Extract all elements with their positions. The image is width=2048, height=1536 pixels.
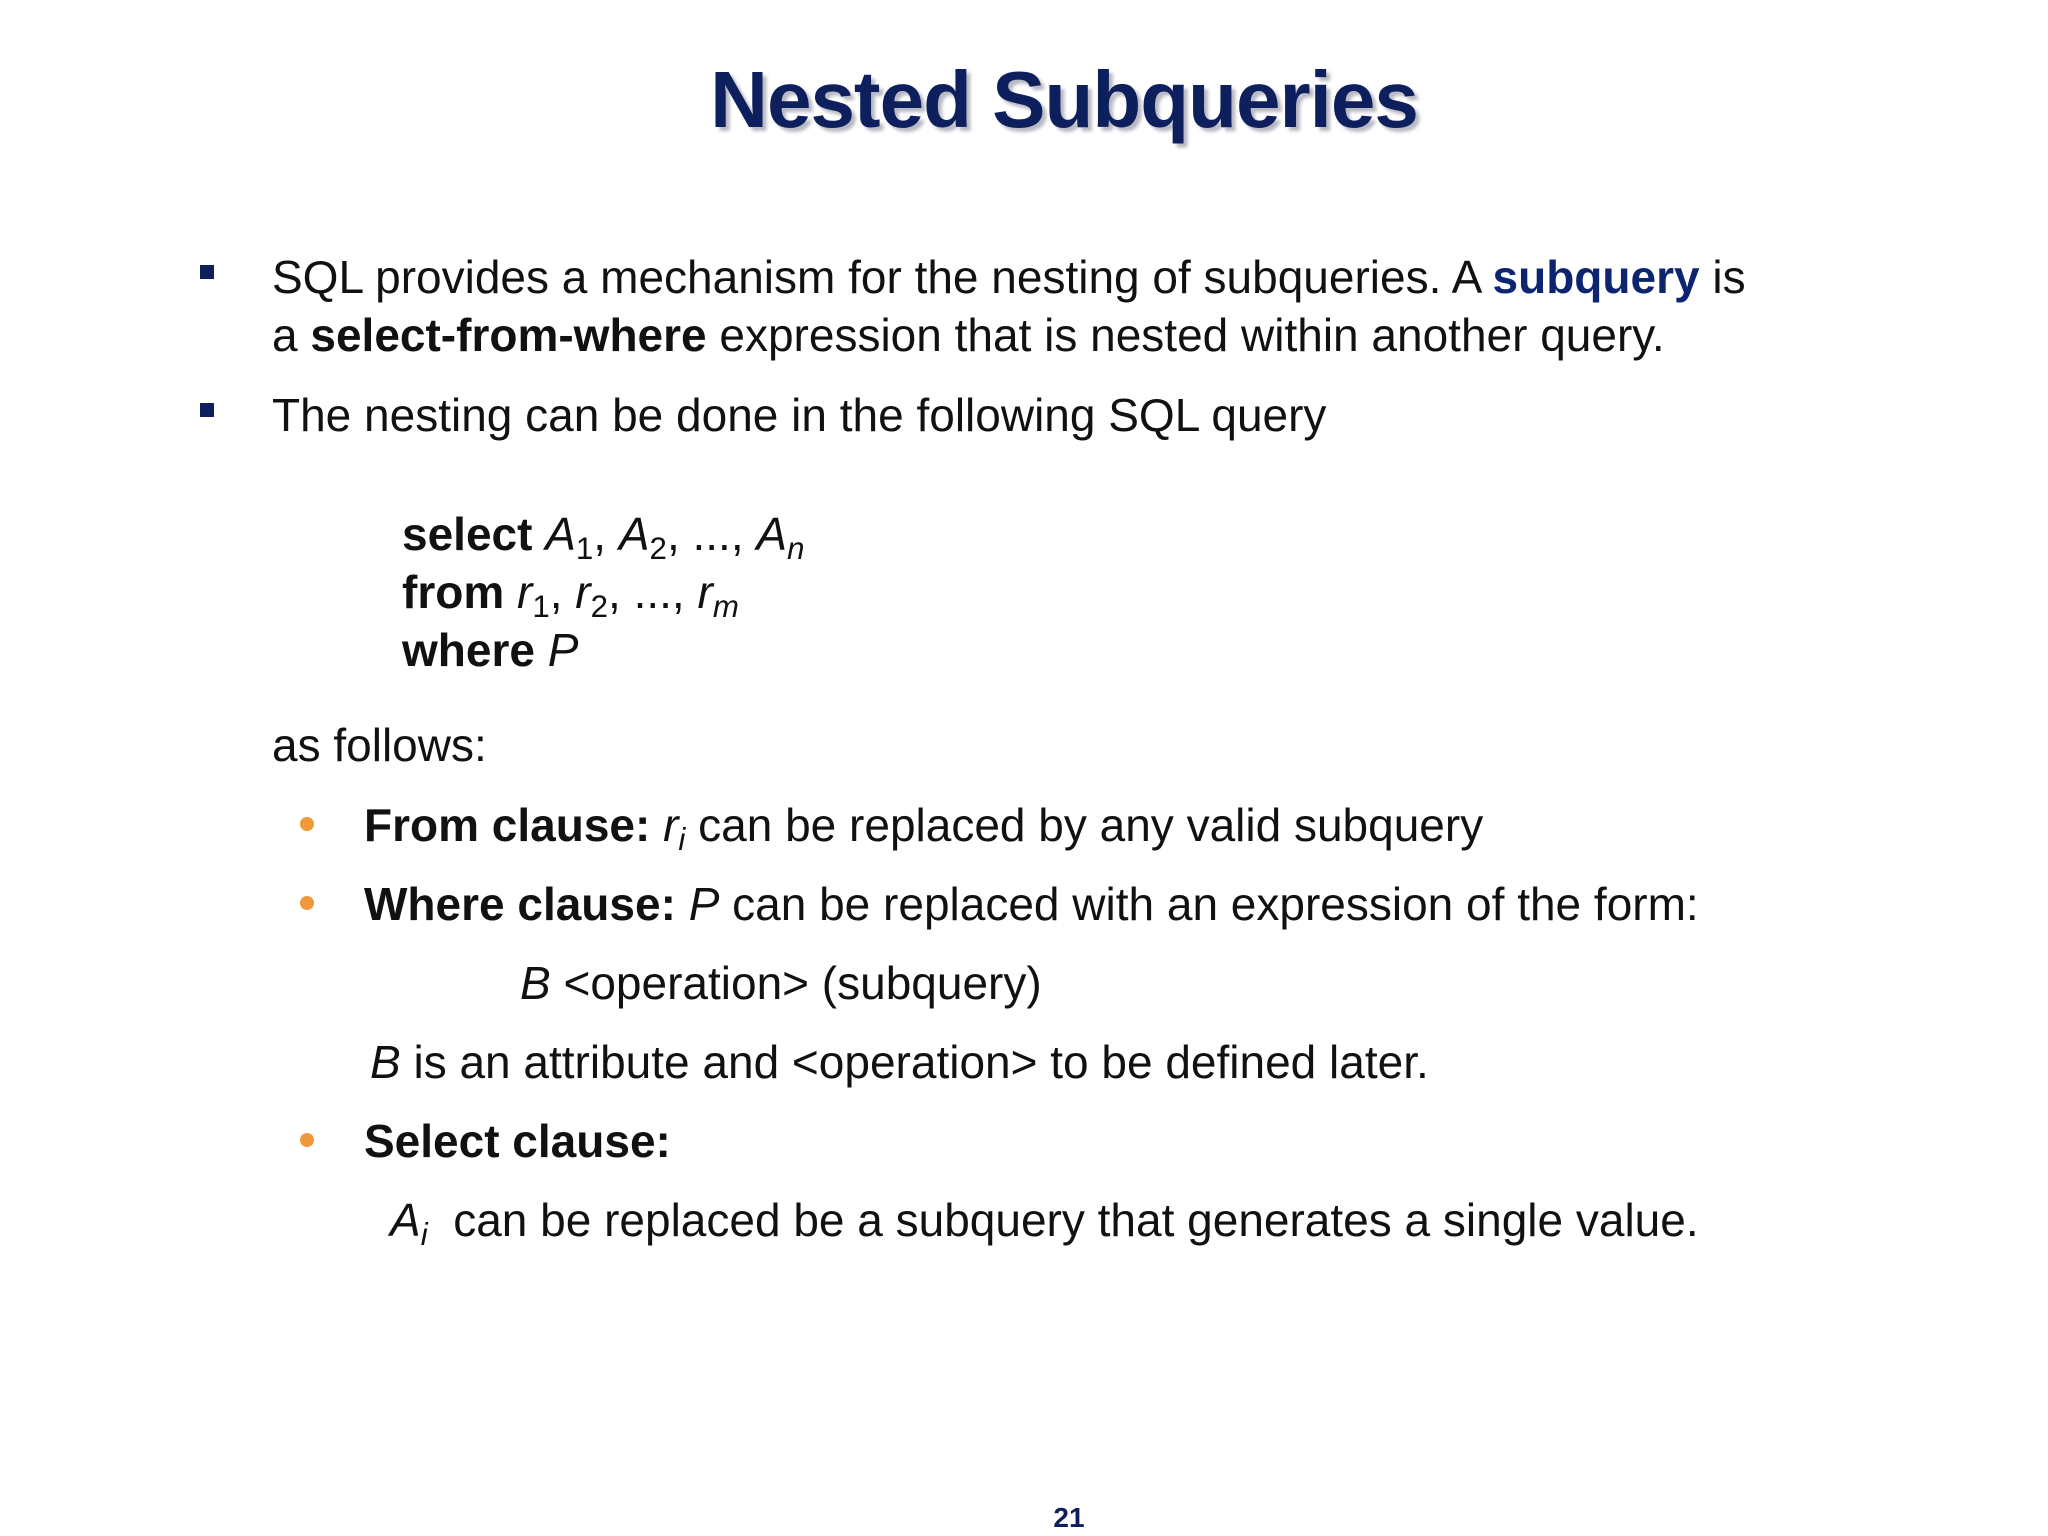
where-clause-form: B <operation> (subquery): [520, 957, 1042, 1009]
square-bullet-icon: [200, 265, 214, 279]
bullet-1-line-2: a select-from-where expression that is nested within another query.: [272, 309, 1665, 361]
subquery-term: subquery: [1492, 251, 1700, 303]
select-from-where-term: select-from-where: [310, 309, 707, 361]
where-clause-note: B is an attribute and <operation> to be defined later.: [370, 1036, 1429, 1088]
bullet-1-line-1: SQL provides a mechanism for the nesting of subqueries. A subquery is: [272, 251, 1746, 303]
query-where-line: where P: [402, 624, 579, 676]
from-clause-item: From clause: $r_i$ can be replaced by any valid subquery: [364, 799, 1484, 857]
bullet-2-text: The nesting can be done in the following SQL query: [272, 389, 1327, 441]
square-bullet-icon: [200, 403, 214, 417]
round-bullet-icon: [300, 817, 314, 831]
slide-title: Nested Subqueries: [710, 55, 1418, 144]
round-bullet-icon: [300, 896, 314, 910]
round-bullet-icon: [300, 1133, 314, 1147]
as-follows-text: as follows:: [272, 719, 487, 771]
where-clause-item: Where clause: P can be replaced with an expression of the form:: [364, 878, 1699, 930]
select-clause-item: Select clause:: [364, 1115, 671, 1167]
query-select-line: select $A_1$, $A_2$, ..., $A_n$: [402, 508, 805, 566]
select-clause-note: $A_i$ can be replaced be a subquery that generates a single value.: [390, 1194, 1699, 1252]
page-number: 21: [1053, 1502, 1085, 1533]
query-from-line: from $r_1$, $r_2$, ..., $r_m$: [402, 566, 739, 624]
